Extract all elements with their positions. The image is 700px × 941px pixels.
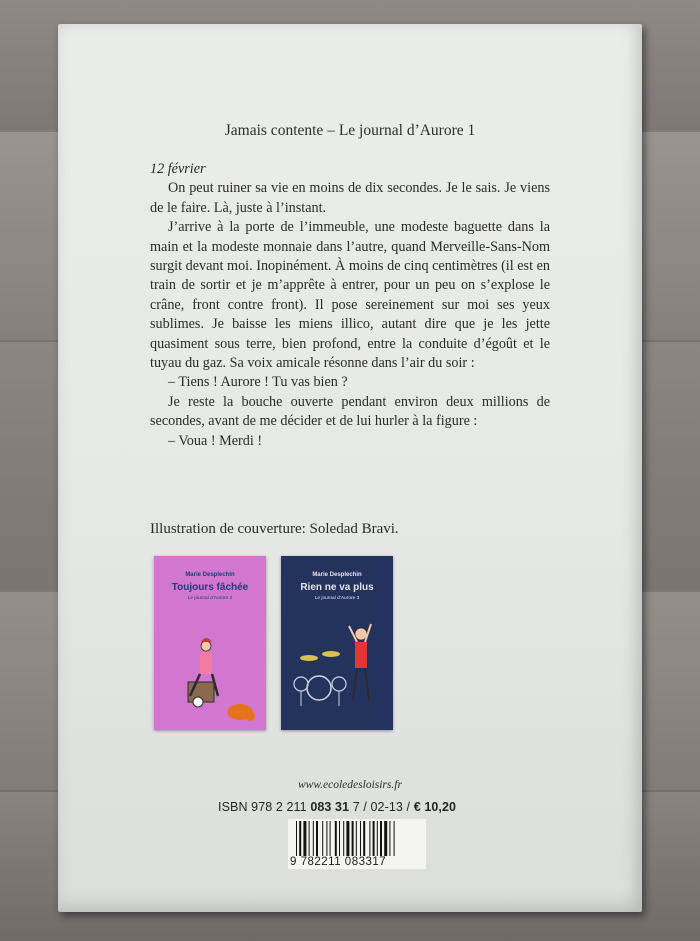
excerpt-date: 12 février: [150, 161, 206, 177]
book-thumbnail-toujours-fachee: [154, 556, 266, 730]
isbn-prefix: ISBN 978 2 211: [218, 800, 311, 814]
book-thumbnail-rien-ne-va-plus: [281, 556, 393, 730]
publisher-website: www.ecoledesloisirs.fr: [298, 779, 402, 791]
thumbnail-title: Toujours fâchée: [171, 582, 249, 593]
isbn-bold: 083 31: [310, 800, 350, 814]
thumbnail-subtitle: Le journal d’Aurore 2: [187, 596, 233, 601]
excerpt-paragraph: J’arrive à la porte de l’immeuble, une modeste baguette dans la main et la modeste monnaie dans l’autre, quand Merveille-Sans-Nom surgit devant moi. Inopinément. À moins de cinq centimètres (il est en train de sortir et je m’apprête à entrer, pour un peu on s’explose le crâne, front contre front). Il pose sereinement sur moi ses yeux sublimes. Je baisse les miens illico, autant dire que je les jette quasiment sous terre, bien profond, entre la conduite d’égoût et le tuyau du gaz. Sa voix amicale résonne dans l’air du soir :: [150, 219, 550, 372]
book-back-cover: [58, 24, 642, 912]
isbn-line: [218, 800, 456, 814]
thumbnail-title: Rien ne va plus: [300, 582, 374, 593]
excerpt-paragraph: On peut ruiner sa vie en moins de dix secondes. Je le sais. Je viens de le faire. Là, juste à l’instant.: [150, 180, 550, 216]
isbn-rest: 7 / 02-13 /: [349, 800, 414, 814]
series-title: Jamais contente – Le journal d’Aurore 1: [224, 122, 476, 139]
excerpt-paragraph: Je reste la bouche ouverte pendant environ deux millions de secondes, avant de me décider et de lui hurler à la figure :: [150, 393, 550, 430]
thumbnail-subtitle: Le journal d’Aurore 3: [314, 596, 360, 601]
thumbnail-author: Marie Desplechin: [185, 572, 235, 578]
thumbnail-author: Marie Desplechin: [312, 572, 362, 578]
excerpt: [150, 160, 550, 451]
barcode: [288, 819, 426, 859]
price: € 10,20: [413, 800, 457, 814]
illustration-credit: Illustration de couverture: Soledad Bravi.: [150, 521, 399, 537]
excerpt-dialog: – Voua ! Merdi !: [168, 432, 263, 449]
barcode-digits: 9 782211 083317: [290, 856, 426, 868]
excerpt-dialog: – Tiens ! Aurore ! Tu vas bien ?: [168, 374, 348, 391]
